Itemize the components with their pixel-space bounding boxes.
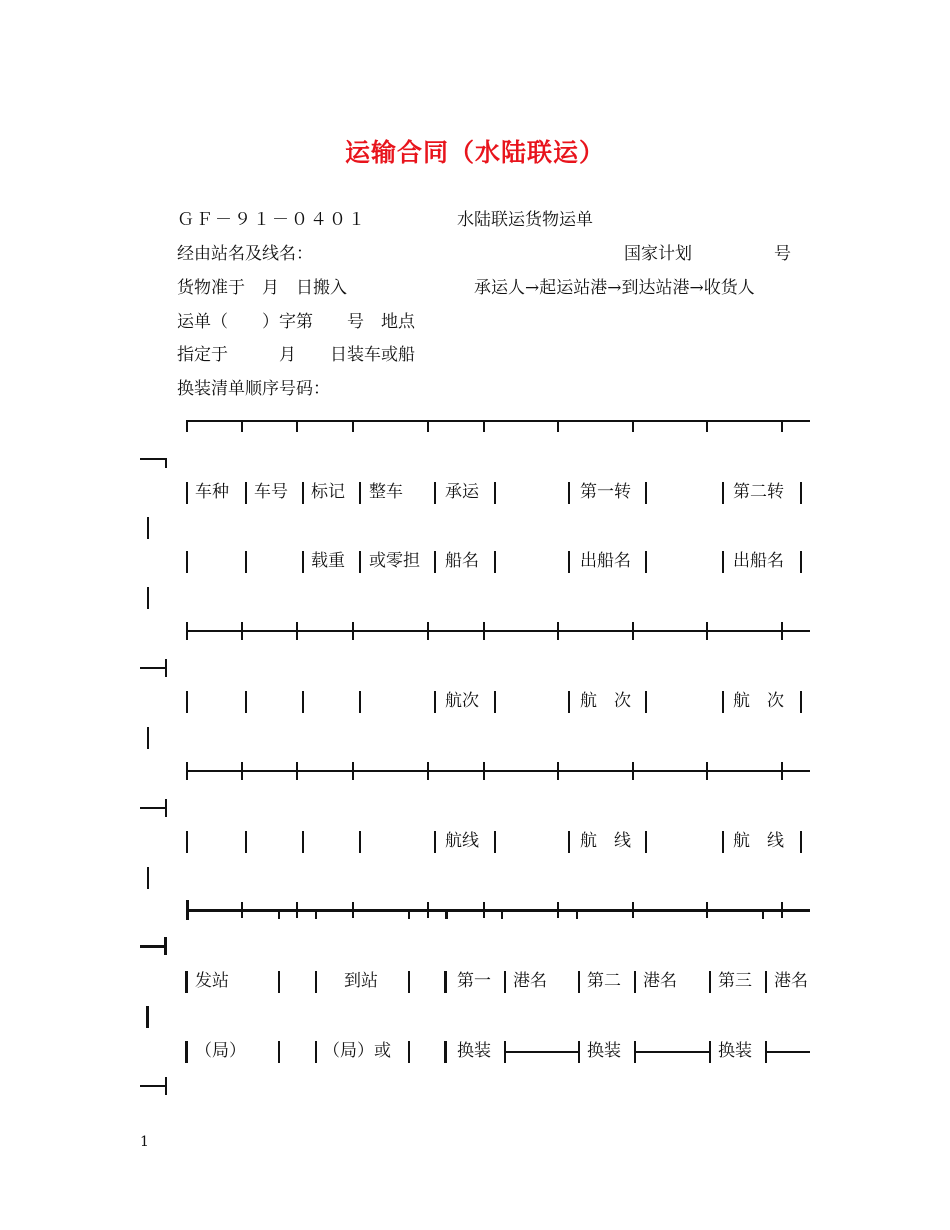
border-tick (296, 762, 298, 780)
cell-divider (302, 551, 304, 573)
arrival-station: 到站 (344, 971, 378, 991)
border-tick (557, 420, 559, 432)
border-tick (296, 902, 298, 918)
border-tick (706, 622, 708, 640)
cell-divider (302, 831, 304, 853)
route-second: 航 线 (733, 831, 784, 851)
cell-divider (722, 482, 724, 504)
col-car-type: 车种 (195, 482, 229, 502)
first-port-label: 第一 (457, 971, 491, 991)
first-transship: 换装 (457, 1041, 491, 1061)
border-tick (706, 762, 708, 780)
departure-station: 发站 (195, 971, 229, 991)
col-second-transfer: 第二转 (733, 482, 784, 502)
border-tick (352, 762, 354, 780)
cell-divider (645, 551, 647, 573)
cell-line (635, 1051, 709, 1053)
cell-line (766, 1051, 810, 1053)
col-first-transfer: 第一转 (580, 482, 631, 502)
cell-divider (568, 551, 570, 573)
cell-divider (434, 551, 436, 573)
cell-divider (578, 971, 580, 993)
cell-divider (408, 1041, 410, 1063)
border-tick (278, 909, 280, 919)
border-tick (557, 902, 559, 918)
border-tick (781, 902, 783, 918)
voyage-carrier: 航次 (445, 691, 479, 711)
cell-divider (315, 1041, 317, 1063)
wrap-tick (165, 659, 167, 677)
border-tick (241, 622, 243, 640)
cell-divider (302, 691, 304, 713)
border-tick (186, 762, 188, 780)
second-port-label: 第二 (587, 971, 621, 991)
wrap-bar (146, 1006, 149, 1028)
border-tick (241, 902, 243, 918)
border-tick (706, 902, 708, 918)
cell-line (505, 1051, 579, 1053)
cell-divider (185, 971, 188, 993)
cell-divider (245, 831, 247, 853)
border-tick (427, 902, 429, 918)
border-tick (483, 902, 485, 918)
border-tick (557, 622, 559, 640)
border-tick (296, 420, 298, 432)
cell-divider (278, 1041, 280, 1063)
border-tick (241, 420, 243, 432)
form-code: ＧＦ－９１－０４０１ (177, 210, 367, 230)
col-ship-name: 船名 (445, 551, 479, 571)
third-port-name: 港名 (774, 971, 808, 991)
border-tick (427, 762, 429, 780)
wrap-tick (164, 937, 167, 955)
first-port-name: 港名 (513, 971, 547, 991)
cell-divider (186, 482, 188, 504)
border-tick (781, 420, 783, 432)
cell-divider (434, 482, 436, 504)
cell-divider (186, 551, 188, 573)
cell-divider (645, 691, 647, 713)
wrap-line (140, 1085, 166, 1087)
wrap-line (140, 945, 166, 948)
border-tick (408, 909, 410, 919)
cell-divider (186, 831, 188, 853)
cell-divider (494, 691, 496, 713)
document-title: 运输合同（水陆联运） (344, 138, 605, 167)
border-tick (501, 909, 503, 919)
cell-divider (800, 551, 802, 573)
col-first-out-ship: 出船名 (580, 551, 631, 571)
wrap-bar (147, 727, 149, 749)
border-tick (186, 622, 188, 640)
plan-suffix: 号 (774, 244, 791, 264)
wrap-line (140, 458, 166, 460)
third-transship: 换装 (718, 1041, 752, 1061)
cell-divider (494, 551, 496, 573)
col-mark: 标记 (311, 482, 345, 502)
border-tick (632, 622, 634, 640)
cell-divider (186, 691, 188, 713)
border-tick (352, 420, 354, 432)
border-tick (352, 622, 354, 640)
border-tick (445, 909, 448, 919)
col-load-weight: 载重 (311, 551, 345, 571)
plan-label: 国家计划 (624, 244, 692, 264)
voyage-second: 航 次 (733, 691, 784, 711)
cell-divider (800, 482, 802, 504)
cell-divider (494, 482, 496, 504)
cell-divider (444, 971, 447, 993)
cell-divider (722, 691, 724, 713)
cell-divider (709, 1041, 711, 1063)
departure-bureau: （局） (195, 1041, 246, 1061)
cell-divider (494, 831, 496, 853)
border-tick (427, 420, 429, 432)
wrap-bar (147, 587, 149, 609)
cell-divider (408, 971, 410, 993)
route-carrier: 航线 (445, 831, 479, 851)
cell-divider (722, 831, 724, 853)
wrap-tick (165, 799, 167, 817)
cell-divider (434, 691, 436, 713)
cell-divider (434, 831, 436, 853)
cell-divider (765, 971, 767, 993)
transship-list-label: 换装清单顺序号码： (177, 379, 330, 399)
form-name: 水陆联运货物运单 (457, 210, 593, 230)
border-tick (483, 762, 485, 780)
border-tick (781, 622, 783, 640)
wrap-tick (165, 458, 167, 468)
border-tick (557, 762, 559, 780)
route-label: 经由站名及线名： (177, 244, 313, 264)
cell-divider (245, 691, 247, 713)
cell-divider (634, 971, 636, 993)
cell-divider (315, 971, 317, 993)
cell-divider (800, 831, 802, 853)
cell-divider (709, 971, 711, 993)
cell-divider (504, 971, 506, 993)
border-tick (483, 622, 485, 640)
border-tick (632, 762, 634, 780)
cell-divider (568, 482, 570, 504)
border-tick (315, 909, 317, 919)
border-tick (706, 420, 708, 432)
cell-divider (645, 482, 647, 504)
third-port-label: 第三 (718, 971, 752, 991)
cell-divider (278, 971, 280, 993)
border-tick (186, 900, 189, 920)
waybill-line: 运单（ ）字第 号 地点 (177, 312, 415, 332)
cell-divider (568, 691, 570, 713)
cell-divider (568, 831, 570, 853)
border-tick (632, 902, 634, 918)
cell-divider (185, 1041, 188, 1063)
col-full-car: 整车 (369, 482, 403, 502)
border-tick (352, 902, 354, 918)
page-number: 1 (140, 1134, 149, 1150)
second-port-name: 港名 (643, 971, 677, 991)
table-border (186, 630, 810, 632)
border-tick (632, 420, 634, 432)
border-tick (483, 420, 485, 432)
designated-line: 指定于 月 日装车或船 (177, 345, 415, 365)
cell-divider (444, 1041, 447, 1063)
border-tick (296, 622, 298, 640)
wrap-line (140, 807, 166, 809)
border-tick (781, 762, 783, 780)
cell-divider (245, 482, 247, 504)
arrival-bureau: （局）或 (323, 1041, 391, 1061)
cell-divider (359, 551, 361, 573)
cell-divider (578, 1041, 580, 1063)
second-transship: 换装 (587, 1041, 621, 1061)
border-tick (427, 622, 429, 640)
cell-divider (359, 482, 361, 504)
border-tick (576, 909, 578, 919)
border-tick (241, 762, 243, 780)
cell-divider (245, 551, 247, 573)
cell-divider (359, 691, 361, 713)
cell-divider (302, 482, 304, 504)
wrap-bar (147, 517, 149, 539)
cargo-date-line: 货物准于 月 日搬入 (177, 278, 347, 298)
col-car-no: 车号 (254, 482, 288, 502)
wrap-line (140, 667, 166, 669)
col-second-out-ship: 出船名 (733, 551, 784, 571)
cell-divider (359, 831, 361, 853)
wrap-bar (147, 867, 149, 889)
cell-divider (645, 831, 647, 853)
col-less-than-carload: 或零担 (369, 551, 420, 571)
transport-flow: 承运人→起运站港→到达站港→收货人 (474, 278, 755, 298)
cell-divider (722, 551, 724, 573)
wrap-tick (165, 1077, 167, 1095)
cell-divider (800, 691, 802, 713)
table-top-border (186, 420, 810, 422)
border-tick (762, 909, 764, 919)
voyage-first: 航 次 (580, 691, 631, 711)
table-border (186, 770, 810, 772)
col-carrier: 承运 (445, 482, 479, 502)
route-first: 航 线 (580, 831, 631, 851)
border-tick (186, 420, 188, 432)
